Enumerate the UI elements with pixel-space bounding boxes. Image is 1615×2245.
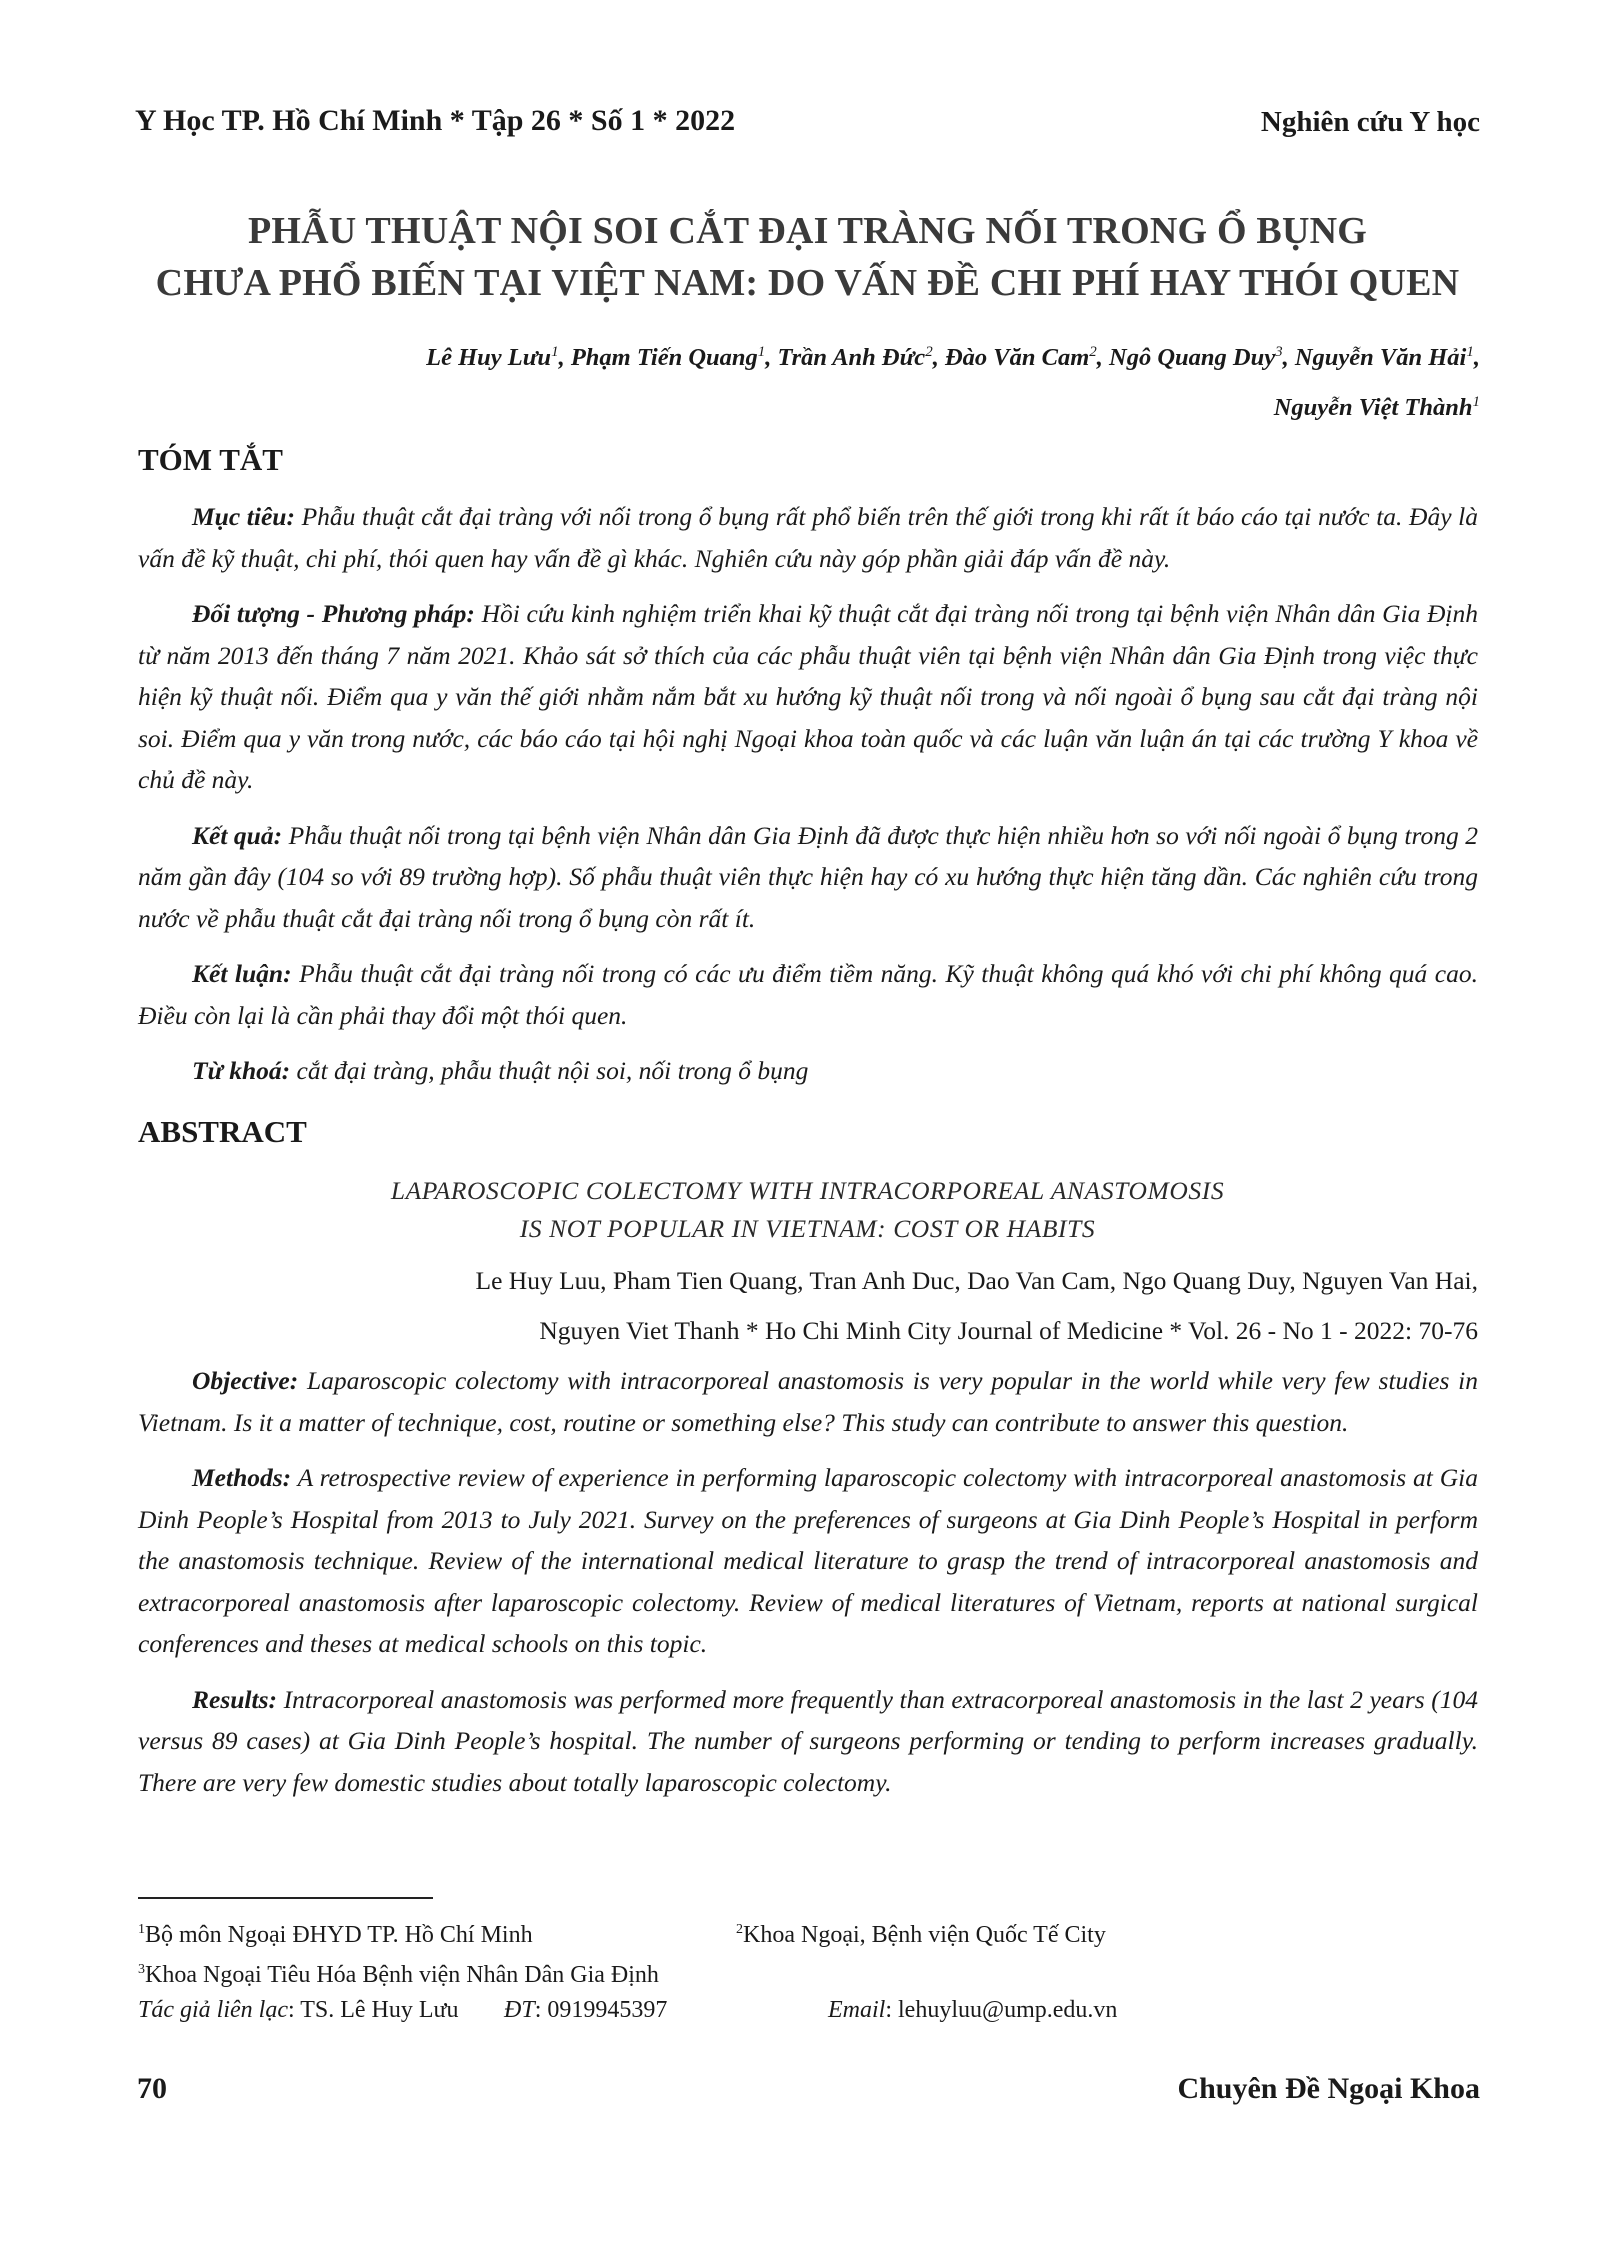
contact-label: Tác giả liên lạc	[138, 1997, 288, 2023]
paragraph-text: Laparoscopic colectomy with intracorporeal anastomosis is very popular in the world while very few studies in Vietnam. Is it a matter of technique, cost, routine or something else? This study can contribute to answer this question.	[138, 1366, 1478, 1437]
author-name: Nguyễn Việt Thành	[1273, 394, 1473, 422]
citation-line: Nguyen Viet Thanh * Ho Chi Minh City Journal of Medicine * Vol. 26 - No 1 - 2022: 70-76	[539, 1316, 1478, 1345]
author-name: Trần Anh Đức	[777, 344, 926, 372]
author-name: Đào Văn Cam	[944, 344, 1090, 372]
abstract-paragraph	[138, 1457, 1478, 1665]
abstract-paragraph	[138, 1679, 1478, 1804]
separator: ,	[1096, 344, 1109, 372]
paragraph-label: Kết luận:	[192, 959, 292, 988]
paragraph-label: Mục tiêu:	[192, 502, 295, 531]
affiliation-row	[138, 1910, 1478, 1950]
affiliation-marker: 2	[736, 1922, 743, 1937]
abstract-heading-en: ABSTRACT	[138, 1114, 307, 1149]
footnote-divider	[138, 1897, 433, 1899]
paragraph-text: Phẫu thuật cắt đại tràng với nối trong ổ bụng rất phổ biến trên thế giới trong khi rất ít báo cáo tại nước ta. Đây là vấn đề kỹ thuật, chi phí, thói quen hay vấn đề gì khác. Nghiên cứu này góp phần giải đáp vấn đề này.	[138, 502, 1478, 573]
separator: ,	[765, 344, 778, 372]
author-name: Lê Huy Lưu	[426, 344, 552, 372]
title-line: LAPAROSCOPIC COLECTOMY WITH INTRACORPOREAL ANASTOMOSIS	[390, 1176, 1225, 1205]
contact-email	[828, 1990, 1117, 2030]
paragraph-text: Intracorporeal anastomosis was performed more frequently than extracorporeal anastomosis in the last 2 years (104 versus 89 cases) at Gia Dinh People’s hospital. The number of surgeons performing or tending to perform increases gradually. There are very few domestic studies about totally laparoscopic colectomy.	[138, 1684, 1478, 1797]
author-line	[135, 380, 1480, 430]
running-header	[135, 104, 1480, 150]
affiliation-2	[736, 1910, 1106, 1955]
affiliation-marker: 1	[138, 1922, 145, 1937]
article-title	[135, 205, 1480, 309]
email-address: : lehuyluu@ump.edu.vn	[885, 1997, 1118, 2023]
author-line	[135, 330, 1480, 380]
title-line: IS NOT POPULAR IN VIETNAM: COST OR HABITS	[519, 1214, 1096, 1243]
journal-citation: Y Học TP. Hồ Chí Minh * Tập 26 * Số 1 * 2022	[135, 104, 736, 137]
author-name: Phạm Tiến Quang	[570, 344, 758, 372]
affiliation-marker: 2	[1089, 344, 1097, 360]
footer-section: Chuyên Đề Ngoại Khoa	[1177, 2072, 1480, 2105]
affiliation-marker: 3	[138, 1962, 145, 1977]
affiliation-row	[138, 1950, 1478, 1990]
paragraph-text: Phẫu thuật cắt đại tràng nối trong có các ưu điểm tiềm năng. Kỹ thuật không quá khó với chi phí không quá cao. Điều còn lại là cần phải thay đổi một thói quen.	[138, 959, 1478, 1030]
affiliation-marker: 1	[1466, 344, 1474, 360]
separator: ,	[932, 344, 945, 372]
abstract-paragraph	[138, 1360, 1478, 1443]
affiliation-marker: 2	[925, 344, 933, 360]
phone-label: ĐT	[504, 1997, 535, 2023]
author-list	[135, 330, 1480, 430]
title-line: PHẪU THUẬT NỘI SOI CẮT ĐẠI TRÀNG NỐI TRONG Ổ BỤNG	[247, 210, 1368, 252]
keywords	[138, 1050, 1478, 1092]
paragraph-label: Objective:	[192, 1366, 299, 1395]
abstract-paragraph	[138, 593, 1478, 801]
affiliation-text: Khoa Ngoại Tiêu Hóa Bệnh viện Nhân Dân Gia Định	[145, 1962, 659, 1988]
contact-author	[138, 1997, 459, 2023]
abstract-heading-vn: TÓM TẮT	[138, 442, 283, 477]
section-label: Nghiên cứu Y học	[1260, 106, 1480, 138]
paragraph-label: Từ khoá:	[192, 1056, 291, 1085]
contact-name: : TS. Lê Huy Lưu	[287, 1997, 459, 2023]
affiliation-marker: 1	[551, 344, 559, 360]
affiliation-text: Bộ môn Ngoại ĐHYD TP. Hồ Chí Minh	[145, 1922, 533, 1948]
affiliation-text: Khoa Ngoại, Bệnh viện Quốc Tế City	[743, 1922, 1106, 1948]
author-name: Nguyễn Văn Hải	[1294, 344, 1467, 372]
citation-line: Le Huy Luu, Pham Tien Quang, Tran Anh Duc, Dao Van Cam, Ngo Quang Duy, Nguyen Van Hai,	[475, 1266, 1478, 1295]
separator: ,	[1282, 344, 1295, 372]
abstract-paragraph	[138, 815, 1478, 940]
english-author-citation	[170, 1256, 1478, 1356]
title-line: CHƯA PHỔ BIẾN TẠI VIỆT NAM: DO VẤN ĐỀ CHI PHÍ HAY THÓI QUEN	[155, 262, 1460, 304]
separator: ,	[1473, 344, 1480, 372]
paragraph-text: A retrospective review of experience in performing laparoscopic colectomy with intracorporeal anastomosis at Gia Dinh People’s Hospital from 2013 to July 2021. Survey on the preferences of surgeons at Gia Dinh People’s Hospital in perform the anastomosis technique. Review of the international medical literature to grasp the trend of intracorporeal anastomosis and extracorporeal anastomosis after laparoscopic colectomy. Review of medical literatures of Vietnam, reports at national surgical conferences and theses at medical schools on this topic.	[138, 1463, 1478, 1658]
contact-phone	[504, 1990, 667, 2030]
separator: ,	[558, 344, 571, 372]
paragraph-label: Methods:	[192, 1463, 292, 1492]
paragraph-label: Đối tượng - Phương pháp:	[192, 599, 475, 628]
paragraph-label: Results:	[192, 1684, 278, 1714]
author-name: Ngô Quang Duy	[1109, 344, 1276, 372]
affiliation-3	[138, 1962, 659, 1988]
phone-number: : 0919945397	[534, 1997, 668, 2023]
affiliation-marker: 3	[1275, 344, 1283, 360]
affiliation-marker: 1	[757, 344, 766, 360]
abstract-paragraph	[138, 953, 1478, 1036]
paragraph-text: Phẫu thuật nối trong tại bệnh viện Nhân dân Gia Định đã được thực hiện nhiều hơn so với nối ngoài ổ bụng trong 2 năm gần đây (104 so với 89 trường hợp). Số phẫu thuật viên thực hiện hay có xu hướng thực hiện tăng dần. Các nghiên cứu trong nước về phẫu thuật cắt đại tràng nối trong ổ bụng còn rất ít.	[138, 820, 1478, 933]
contact-row	[138, 1990, 1478, 2030]
abstract-paragraph	[138, 496, 1478, 579]
email-label: Email	[828, 1997, 886, 2023]
abstract-vn	[138, 496, 1478, 1106]
paragraph-text: Hồi cứu kinh nghiệm triển khai kỹ thuật cắt đại tràng nối trong tại bệnh viện Nhân dân Gia Định từ năm 2013 đến tháng 7 năm 2021. Khảo sát sở thích của các phẫu thuật viên tại bệnh viện Nhân dân Gia Định trong việc thực hiện kỹ thuật nối. Điểm qua y văn thế giới nhằm nắm bắt xu hướng kỹ thuật nối trong và nối ngoài ổ bụng sau cắt đại tràng nội soi. Điểm qua y văn trong nước, các báo cáo tại hội nghị Ngoại khoa toàn quốc và các luận văn luận án tại các trường Y khoa về chủ đề này.	[138, 599, 1479, 794]
affiliation-1	[138, 1922, 533, 1948]
affiliation-marker: 1	[1472, 394, 1480, 411]
footnotes	[138, 1910, 1478, 2030]
page-number: 70	[137, 2072, 167, 2105]
english-title	[135, 1172, 1480, 1248]
paragraph-label: Kết quả:	[192, 820, 283, 850]
paragraph-text: cắt đại tràng, phẫu thuật nội soi, nối trong ổ bụng	[290, 1056, 809, 1085]
abstract-en	[138, 1360, 1478, 1817]
